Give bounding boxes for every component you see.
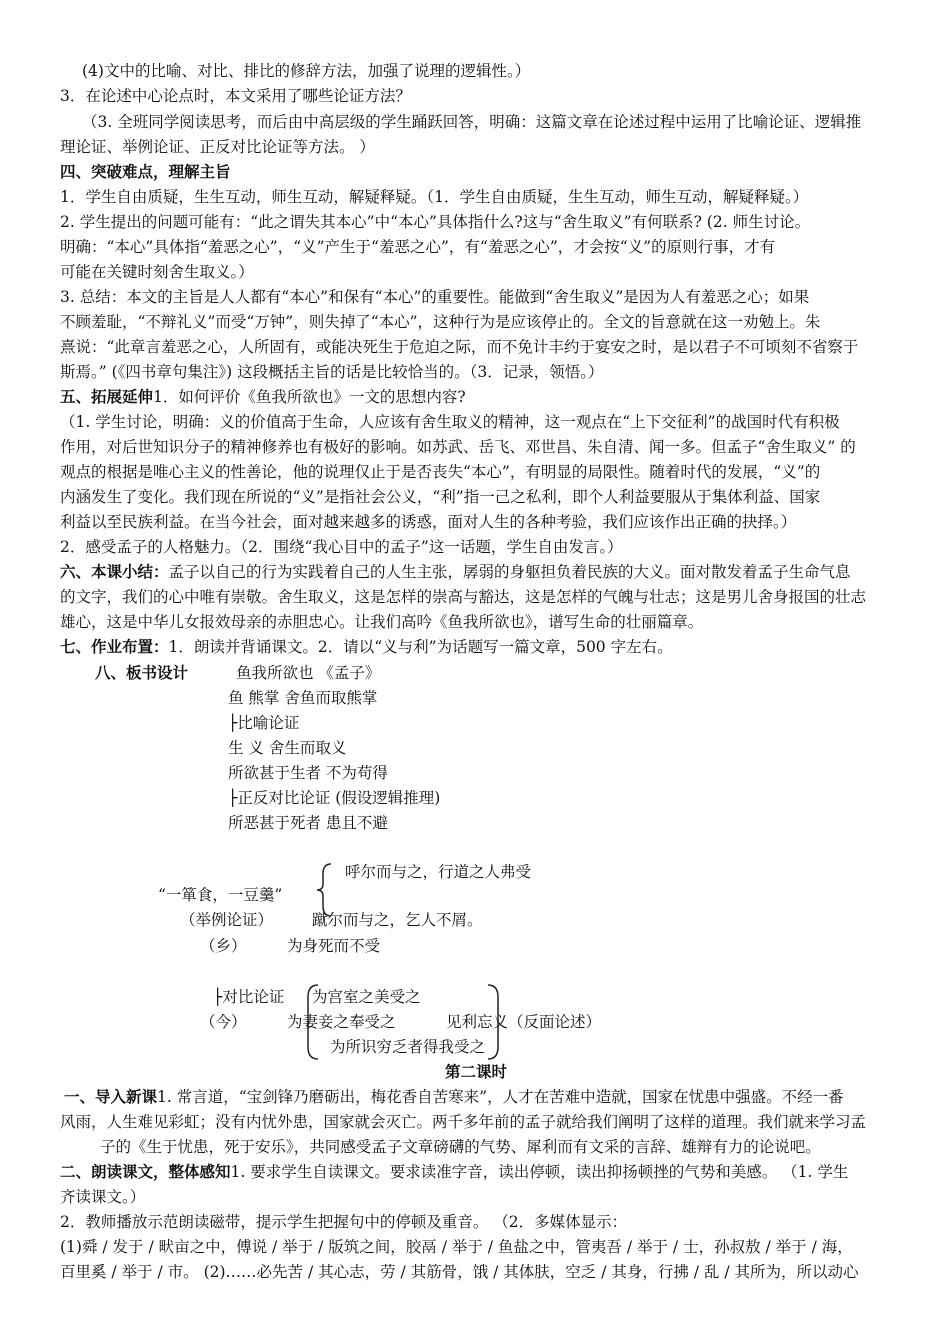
board-row: 所恶甚于死者 患且不避	[228, 814, 388, 832]
text-line: 作用，对后世知识分子的精神修养也有极好的影响。如苏武、岳飞、邓世昌、朱自清、闻一多。但孟子“舍生取义” 的	[60, 438, 856, 456]
text-span: 1．如何评价《鱼我所欲也》一文的思想内容?	[153, 388, 466, 406]
board-row: 所欲甚于生者 不为苟得	[228, 764, 388, 782]
text-line: 熹说：“此章言羞恶之心，人所固有，或能决死生于危迫之际，而不免计丰约于宴安之时，是以君子不可顷刻不省察于	[60, 338, 859, 356]
text-line: 观点的根据是唯心主义的性善论，他的说理仅止于是否丧失“本心”，有明显的局限性。随着时代的发展，“义”的	[60, 463, 821, 481]
text-span: 1．朗读并背诵课文。2．请以“义与利”为话题写一篇文章，500 字左右。	[168, 638, 673, 656]
text-line: 风雨，人生难见彩虹；没有内忧外患，国家就会灭亡。两千多年前的孟子就给我们阐明了这样的道理。我们就来学习孟	[60, 1113, 867, 1131]
section-heading: 一、导入新课	[64, 1088, 158, 1106]
text-line: （1. 学生讨论，明确：义的价值高于生命，人应该有舍生取义的精神，这一观点在“上下交征利”的战国时代有积极	[60, 413, 840, 431]
text-line: 内涵发生了变化。我们现在所说的“义”是指社会公义，“利”指一己之私利，即个人利益要服从于集体利益、国家	[60, 488, 821, 506]
diagram-text: （今）	[200, 1013, 247, 1031]
text-line: 百里奚 / 举于 / 市。 (2)……必先苦 / 其心志，劳 / 其筋骨，饿 / 其体肤，空乏 / 其身，行拂 / 乱 / 其所为，所以动心	[60, 1263, 859, 1281]
diagram-text: 呼尔而与之，行道之人弗受	[345, 863, 532, 881]
text-line: 1．学生自由质疑，生生互动，师生互动，解疑释疑。（1．学生自由质疑，生生互动，师生互动，解疑释疑。）	[60, 188, 809, 206]
text-line: 利益以至民族利益。在当今社会，面对越来越多的诱惑，面对人生的各种考验，我们应该作出正确的抉择。）	[60, 513, 797, 531]
section-heading: 六、本课小结：	[60, 563, 169, 581]
diagram-text: ├对比论证	[213, 988, 285, 1006]
section-title: 第二课时	[445, 1063, 508, 1081]
section-heading: 四、突破难点，理解主旨	[60, 163, 231, 181]
board-heading: 八、板书设计	[95, 664, 189, 682]
diagram-text: 见利忘义（反面论述）	[446, 1013, 602, 1031]
section-heading: 二、朗读课文，整体感知	[60, 1163, 231, 1181]
text-line: (4)文中的比喻、对比、排比的修辞方法，加强了说理的逻辑性。）	[82, 62, 531, 80]
text-line: 明确：“本心”具体指“羞恶之心”，“义”产生于“羞恶之心”，有“羞恶之心”，才会按“义”的原则行事，才有	[60, 238, 776, 256]
board-row: 生 义 舍生而取义	[228, 739, 347, 757]
text-line: 2. 学生提出的问题可能有：“此之谓失其本心”中“本心”具体指什么?这与“舍生取义”有何联系? (2. 师生讨论。	[60, 213, 811, 231]
board-title: 鱼我所欲也 《孟子》	[236, 664, 381, 682]
text-line: (1)舜 / 发于 / 畎亩之中，傅说 / 举于 / 版筑之间，胶鬲 / 举于 / 鱼盐之中，管夷吾 / 举于 / 士，孙叔敖 / 举于 / 海，	[60, 1238, 853, 1256]
text-line	[60, 560, 851, 584]
diagram-text: 蹴尔而与之，乞人不屑。	[312, 911, 483, 929]
diagram-text: 为所识穷乏者得我受之	[330, 1038, 486, 1056]
text-line: 齐读课文。）	[60, 1188, 146, 1206]
text-line: 2．感受孟子的人格魅力。（2．围绕“我心目中的孟子”这一话题，学生自由发言。）	[60, 538, 623, 556]
text-line: 不顾羞耻，“不辩礼义”而受“万钟”，则失掉了“本心”，这种行为是应该停止的。全文的旨意就在这一劝勉上。朱	[60, 313, 821, 331]
text-line: 子的《生于忧患，死于安乐》，共同感受孟子文章磅礴的气势、犀利而有文采的言辞、雄辩有力的论说吧。	[100, 1138, 821, 1156]
diagram-text: 为妻妾之奉受之	[287, 1013, 396, 1031]
board-row: ├比喻论证	[228, 714, 300, 732]
text-line	[60, 635, 673, 659]
text-line	[60, 1160, 848, 1184]
text-line: 可能在关键时刻舍生取义。）	[60, 263, 254, 281]
section-heading: 五、拓展延伸	[60, 388, 154, 406]
text-line: 3．在论述中心论点时，本文采用了哪些论证方法？	[60, 87, 411, 105]
board-row: 鱼 熊掌 舍鱼而取熊掌	[228, 689, 378, 707]
text-line: 3. 总结：本文的主旨是人人都有“本心”和保有“本心”的重要性。能做到“舍生取义”是因为人有羞恶之心；如果	[60, 288, 810, 306]
text-span: 1. 常言道，“宝剑锋乃磨砺出，梅花香自苦寒来”，人才在苦难中造就，国家在忧患中强盛。不经一番	[157, 1088, 844, 1106]
text-span: 1. 要求学生自读课文。要求读准字音，读出停顿，读出抑扬顿挫的气势和美感。 （1. 学生	[230, 1163, 849, 1181]
text-line: 的文字，我们的心中唯有崇敬。舍生取义，这是怎样的崇高与豁达，这是怎样的气魄与壮志；这是男儿舍身报国的壮志	[60, 588, 867, 606]
board-row: ├正反对比论证 (假设逻辑推理)	[228, 789, 441, 807]
diagram-text: “一箪食，一豆羹”	[158, 886, 283, 904]
text-line: 斯焉。” (《四书章句集注》) 这段概括主旨的话是比较恰当的。（3．记录，领悟。）	[60, 363, 604, 381]
diagram-text: 为宫室之美受之	[312, 988, 421, 1006]
text-line: （3. 全班同学阅读思考，而后由中高层级的学生踊跃回答，明确：这篇文章在论述过程中运用了比喻论证、逻辑推	[82, 113, 862, 131]
text-line: 雄心，这是中华儿女报效母亲的赤胆忠心。让我们高吟《鱼我所欲也》，谱写生命的壮丽篇章。	[60, 613, 704, 631]
text-line	[64, 1085, 844, 1109]
diagram-text: 为身死而不受	[287, 937, 381, 955]
diagram-text: （乡）	[200, 937, 247, 955]
text-line: 理论证、举例论证、正反对比论证等方法。 ）	[60, 138, 375, 156]
diagram-text: （举例论证）	[180, 911, 274, 929]
text-line: 2．教师播放示范朗读磁带，提示学生把握句中的停顿及重音。 （2．多媒体显示：	[60, 1213, 628, 1231]
text-line	[60, 385, 466, 409]
section-heading: 七、作业布置：	[60, 638, 169, 656]
text-span: 孟子以自己的行为实践着自己的人生主张，孱弱的身躯担负着民族的大义。面对散发着孟子生命气息	[168, 563, 851, 581]
